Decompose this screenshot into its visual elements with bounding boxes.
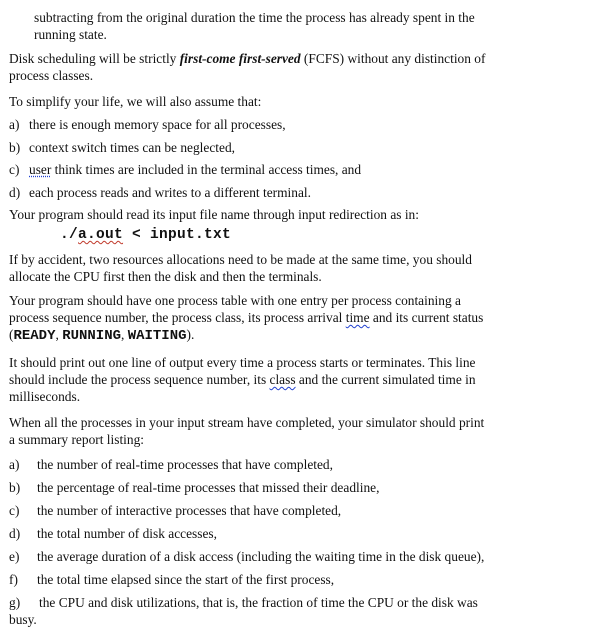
text-run: think times are included in the terminal access times, and xyxy=(51,162,362,177)
paragraph-resource-allocation xyxy=(9,251,597,285)
status-ready: READY xyxy=(13,328,56,344)
list-marker: b) xyxy=(9,140,21,155)
list-item xyxy=(9,594,597,628)
list-marker: c) xyxy=(9,162,20,177)
list-marker: d) xyxy=(9,526,21,541)
list-text: the number of real-time processes that have completed, xyxy=(37,457,333,472)
list-item xyxy=(9,548,597,565)
spelling-flag-aout: a.out xyxy=(78,227,124,243)
text-run: Disk scheduling will be strictly xyxy=(9,51,180,66)
list-text xyxy=(29,162,361,177)
text-line: It should print out one line of output every time a process starts or terminates. This line xyxy=(9,355,476,370)
text-line: When all the processes in your input stream have completed, your simulator should print xyxy=(9,415,485,430)
paragraph-simplify: To simplify your life, we will also assume that: xyxy=(9,94,262,109)
grammar-flag-time: time xyxy=(345,310,370,325)
list-marker: d) xyxy=(9,185,21,200)
text-run: , xyxy=(55,327,63,342)
list-marker: a) xyxy=(9,117,20,132)
spelling-flag-user: user xyxy=(29,162,52,177)
list-text: the total number of disk accesses, xyxy=(37,526,217,541)
list-marker: g) xyxy=(9,595,21,610)
code-run: ./ xyxy=(60,227,79,243)
text-line: Your program should have one process table with one entry per process containing a xyxy=(9,293,461,308)
list-text: the CPU and disk utilizations, that is, the fraction of time the CPU or the disk was xyxy=(39,595,478,610)
list-text: each process reads and writes to a different terminal. xyxy=(29,185,311,200)
text-run: ). xyxy=(186,327,195,342)
text-line: process classes. xyxy=(9,68,94,83)
text-run: ( xyxy=(9,327,14,342)
text-run: and the current simulated time in xyxy=(295,372,476,387)
code-run: < input.txt xyxy=(123,227,232,243)
text-line: subtracting from the original duration the time the process has already spent in the xyxy=(34,10,475,25)
list-item xyxy=(9,184,597,201)
emphasis-fcfs: first-come first-served xyxy=(179,51,301,66)
list-text: context switch times can be neglected, xyxy=(29,140,235,155)
list-text: the average duration of a disk access (including the waiting time in the disk queue), xyxy=(37,549,485,564)
text-run: should include the process sequence number, its xyxy=(9,372,270,387)
list-text: the total time elapsed since the start of the first process, xyxy=(37,572,335,587)
list-item xyxy=(9,502,597,519)
list-marker: b) xyxy=(9,480,21,495)
list-item xyxy=(9,479,597,496)
list-item xyxy=(9,456,597,473)
list-item xyxy=(9,161,597,178)
list-item xyxy=(9,139,597,156)
list-marker: e) xyxy=(9,549,20,564)
paragraph-output-line xyxy=(9,354,597,405)
text-line: allocate the CPU first then the disk and then the terminals. xyxy=(9,269,322,284)
list-text: the number of interactive processes that have completed, xyxy=(37,503,342,518)
list-text: there is enough memory space for all processes, xyxy=(29,117,286,132)
text-line: milliseconds. xyxy=(9,389,81,404)
text-run: , xyxy=(121,327,128,342)
list-item xyxy=(9,116,597,133)
paragraph-disk-scheduling xyxy=(9,50,597,84)
paragraph-summary xyxy=(9,414,597,448)
text-line: a summary report listing: xyxy=(9,432,144,447)
grammar-flag-class: class xyxy=(269,372,296,387)
paragraph-duration xyxy=(34,9,597,43)
status-running: RUNNING xyxy=(62,328,121,344)
paragraph-input-redirection: Your program should read its input file name through input redirection as in: xyxy=(9,207,419,222)
list-item xyxy=(9,571,597,588)
text-run: (FCFS) without any distinction of xyxy=(300,51,486,66)
code-command xyxy=(60,227,231,244)
list-marker: f) xyxy=(9,572,18,587)
list-marker: c) xyxy=(9,503,20,518)
text-run: process sequence number, the process class, its process arrival xyxy=(9,310,346,325)
status-waiting: WAITING xyxy=(127,328,187,344)
list-item xyxy=(9,525,597,542)
text-line: running state. xyxy=(34,27,107,42)
list-text: the percentage of real-time processes that missed their deadline, xyxy=(37,480,380,495)
list-marker: a) xyxy=(9,457,20,472)
text-line: If by accident, two resources allocations need to be made at the same time, you should xyxy=(9,252,472,267)
paragraph-process-table xyxy=(9,292,597,345)
list-text-continued: busy. xyxy=(9,612,37,627)
text-run: and its current status xyxy=(369,310,484,325)
